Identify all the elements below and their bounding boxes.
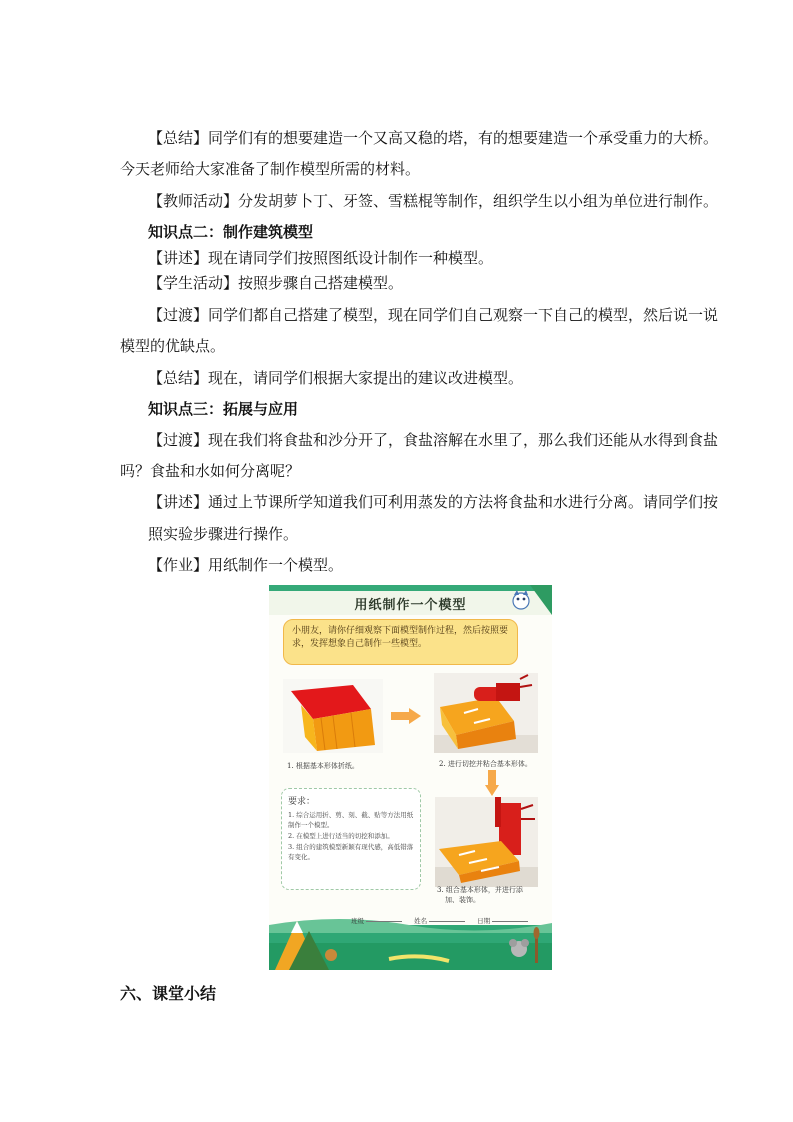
paragraph-teacher-activity <box>148 191 719 211</box>
step3-caption-line2: 加、装饰。 <box>445 896 480 904</box>
paragraph-tag: 【讲述】 <box>148 249 209 267</box>
arrow-right-icon <box>391 708 421 724</box>
requirement-item: 3. 组合的建筑模型新颖有现代感，高低错落有变化。 <box>288 843 414 861</box>
paragraph-tag: 【总结】 <box>148 369 209 387</box>
step2-photo <box>434 673 538 753</box>
paragraph-text: 同学们有的想要建造一个又高又稳的塔，有的想要建造一个承受重力的大桥。 <box>208 129 719 147</box>
class-label: 班级 <box>351 917 364 925</box>
step3-caption-line1: 3. 组合基本形体，并进行添 <box>437 886 523 894</box>
paragraph-summary-1-cont <box>120 159 676 179</box>
paragraph-text: 通过上节课所学知道我们可利用蒸发的方法将食盐和水进行分离。请同学们按 <box>208 493 719 511</box>
paragraph-explain-2-cont <box>148 524 704 544</box>
step3-photo <box>435 797 538 887</box>
requirement-item: 1. 综合运用折、剪、刻、截、贴等方法用纸制作一个模型。 <box>288 811 414 829</box>
arrow-down-icon <box>485 770 499 796</box>
paragraph-transition-1 <box>148 305 719 325</box>
worksheet-header <box>269 585 552 615</box>
requirements-box <box>281 788 421 890</box>
paragraph-explain-1 <box>148 248 704 268</box>
paragraph-tag: 【教师活动】 <box>148 192 239 210</box>
date-field[interactable] <box>492 921 528 922</box>
paragraph-text: 同学们都自己搭建了模型，现在同学们自己观察一下自己的模型，然后说一说 <box>208 306 719 324</box>
paragraph-tag: 【作业】 <box>148 556 209 574</box>
paragraph-tag: 【讲述】 <box>148 493 209 511</box>
mascot-icon <box>508 587 534 611</box>
paragraph-student-activity <box>148 273 704 293</box>
intro-callout: 小朋友，请你仔细观察下面模型制作过程，然后按照要求，发挥想象自己制作一些模型。 <box>283 619 518 665</box>
section-heading: 六、课堂小结 <box>120 984 217 1003</box>
combined-model-illustration <box>435 797 538 887</box>
paragraph-text: 现在请同学们按照图纸设计制作一种模型。 <box>208 249 494 267</box>
paragraph-text: 今天老师给大家准备了制作模型所需的材料。 <box>120 160 421 178</box>
paragraph-tag: 【总结】 <box>148 129 209 147</box>
paragraph-transition-2-cont <box>120 461 676 481</box>
landscape-decoration <box>269 903 552 970</box>
requirements-title: 要求： <box>288 797 316 807</box>
class-field[interactable] <box>366 921 402 922</box>
step1-photo <box>283 679 383 753</box>
paragraph-text: 模型的优缺点。 <box>120 337 226 355</box>
paragraph-explain-2 <box>148 492 719 512</box>
worksheet-figure <box>269 585 552 970</box>
paragraph-transition-1-cont <box>120 336 676 356</box>
paragraph-tag: 【过渡】 <box>148 306 209 324</box>
paragraph-text: 按照步骤自己搭建模型。 <box>238 274 404 292</box>
folded-paper-illustration <box>283 679 383 753</box>
paragraph-text: 照实验步骤进行操作。 <box>148 525 299 543</box>
paragraph-summary-2 <box>148 368 704 388</box>
paragraph-text: 分发胡萝卜丁、牙签、雪糕棍等制作，组织学生以小组为单位进行制作。 <box>238 192 719 210</box>
name-field[interactable] <box>429 921 465 922</box>
name-label: 姓名 <box>414 917 428 925</box>
requirement-item: 2. 在模型上进行适当的切挖和添加。 <box>288 832 394 840</box>
worksheet-title: 用纸制作一个模型 <box>354 598 467 613</box>
step2-caption: 2. 进行切挖并粘合基本形体。 <box>439 760 532 768</box>
paragraph-transition-2 <box>148 430 719 450</box>
knowledge-point-2-heading: 知识点二：制作建筑模型 <box>148 223 314 241</box>
glued-form-illustration <box>434 673 538 753</box>
paragraph-text: 现在，请同学们根据大家提出的建议改进模型。 <box>208 369 524 387</box>
paragraph-text: 现在我们将食盐和沙分开了，食盐溶解在水里了，那么我们还能从水得到食盐 <box>208 431 719 449</box>
student-info-line <box>351 916 538 925</box>
date-label: 日期 <box>477 917 491 925</box>
paragraph-summary-1 <box>148 128 719 148</box>
step1-caption: 1. 根据基本形体折纸。 <box>287 762 359 770</box>
paragraph-text: 用纸制作一个模型。 <box>208 556 344 574</box>
knowledge-point-3-heading: 知识点三：拓展与应用 <box>148 400 299 418</box>
paragraph-tag: 【过渡】 <box>148 431 209 449</box>
paragraph-tag: 【学生活动】 <box>148 274 239 292</box>
paragraph-homework <box>148 555 704 575</box>
paragraph-text: 吗？食盐和水如何分离呢？ <box>120 462 301 480</box>
